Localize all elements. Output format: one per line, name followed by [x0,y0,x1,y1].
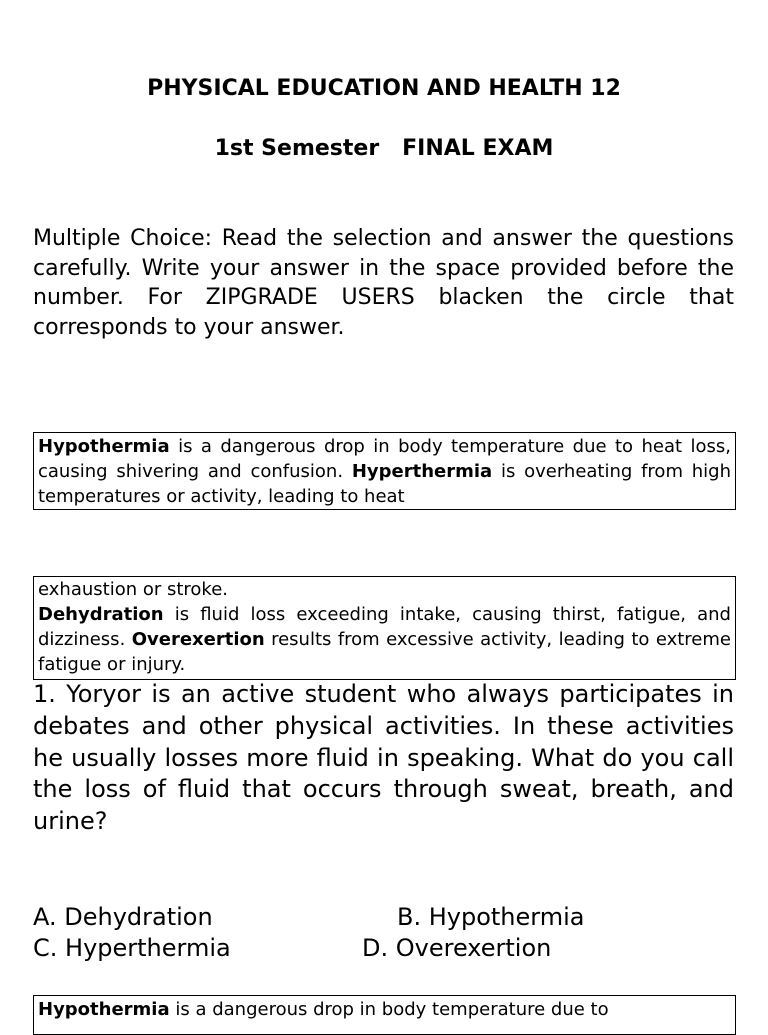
term-dehydration: Dehydration [38,604,164,625]
info-box-2 [33,576,736,680]
exam-subtitle: 1st Semester FINAL EXAM [214,136,554,161]
info-box-1-paragraph [38,434,731,509]
choice-d: D. Overexertion [362,934,552,962]
info-box-3 [33,995,736,1035]
question-1-text: Yoryor is an active student who always participates in debates and other physical activities. In these activities he usually losses more fluid in speaking. What do you call the loss of fluid that occurs through sweat, breath, and urine? [33,680,734,836]
term-hyperthermia: Hyperthermia [351,461,493,482]
choice-c: C. Hyperthermia [33,934,231,962]
question-1 [33,679,734,838]
info-box-1 [33,432,736,510]
definition-hyperthermia: is overheating from high temperatures or activity, leading to heat [38,461,731,507]
definition-overexertion: results from excessive activity, leading to extreme fatigue or injury. [38,629,731,675]
choice-a: A. Dehydration [33,903,213,931]
definition-dehydration: is fluid loss exceeding intake, causing thirst, fatigue, and dizziness. [38,604,731,650]
definition-hypothermia-repeat: is a dangerous drop in body temperature due to [169,999,609,1020]
term-overexertion: Overexertion [131,629,265,650]
info-box-3-paragraph [38,997,731,1022]
term-hypothermia: Hypothermia [38,436,170,457]
info-box-2-paragraph [38,602,731,677]
definition-hypothermia: is a dangerous drop in body temperature due to heat loss, causing shivering and confusion. [38,436,731,482]
exam-title: PHYSICAL EDUCATION AND HEALTH 12 [147,76,621,101]
instructions-text: Multiple Choice: Read the selection and answer the questions carefully. Write your answer in the space provided before the number. For ZIPGRADE USERS blacken the circle that corresponds to your answer. [33,226,734,340]
term-hypothermia-repeat: Hypothermia [38,999,170,1020]
question-1-number: 1. [33,680,56,708]
info-box-2-continuation: exhaustion or stroke. [38,579,229,600]
choice-b: B. Hypothermia [397,903,585,931]
